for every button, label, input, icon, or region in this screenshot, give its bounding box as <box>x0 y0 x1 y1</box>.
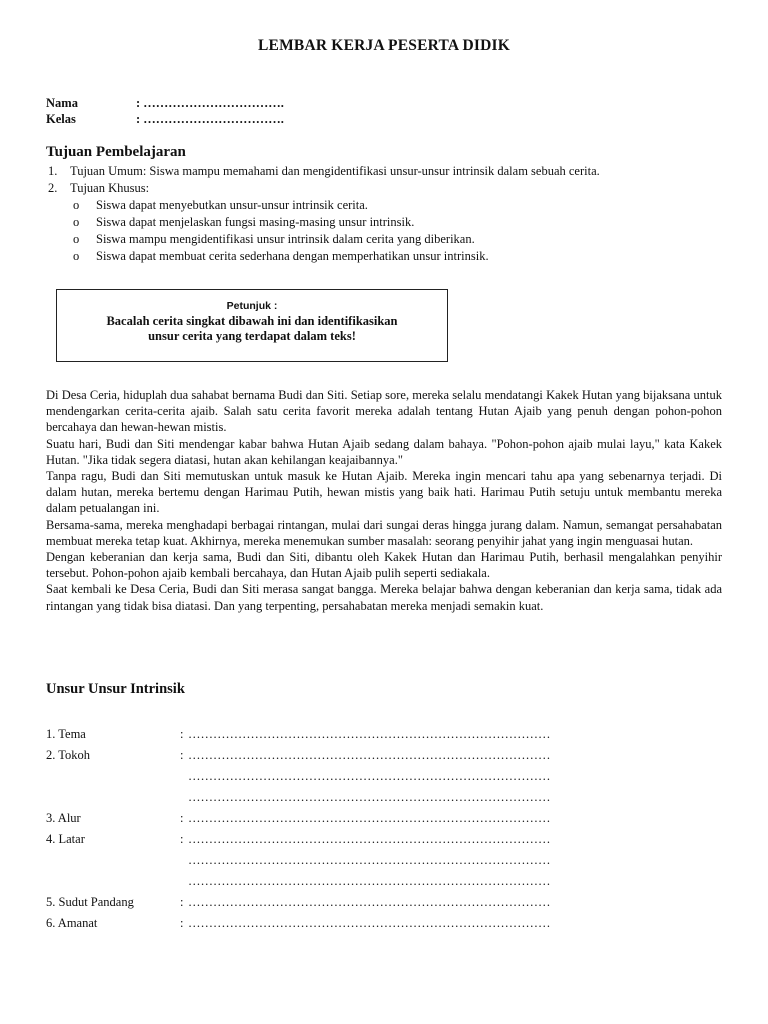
class-label: Kelas <box>46 112 76 126</box>
story-text <box>46 387 722 614</box>
worksheet-page: LEMBAR KERJA PESERTA DIDIK Nama : ……………………………. Kelas : ……………………………. Tujuan Pembelajaran 1. Tujuan Umum: Siswa mampu memahami dan mengidentifikasi unsur-unsur intrinsik dalam sebuah cerita. 2. Tujuan Khusus: o Siswa dapat menyebutkan unsur-unsur intrinsik cerita. o Siswa dapat menjelaskan fungsi masing-masing unsur intrinsik. o Siswa mampu mengidentifikasi unsur intrinsik dalam cerita yang diberikan. o Siswa dapat membuat cerita sederhana dengan memperhatikan unsur intrinsik. Petunjuk : Bacalah cerita singkat dibawah ini dan identifikasikan unsur cerita yang terdapat dalam teks! Di Desa Ceria, hiduplah dua sahabat bernama Budi dan Siti. Setiap sore, mereka selalu mendatangi Kakek Hutan yang bijaksana untuk mendengarkan cerita-cerita ajaib. Salah satu cerita favorit mereka adalah tentang Hutan Ajaib yang penuh dengan pohon-pohon bercahaya dan hewan-hewan mistis. Suatu hari, Budi dan Siti mendengar kabar bahwa Hutan Ajaib sedang dalam bahaya. "Pohon-pohon ajaib mulai layu," kata Kakek Hutan. "Jika tidak segera diatasi, hutan akan kehilangan keajaibannya." Tanpa ragu, Budi dan Siti memutuskan untuk masuk ke Hutan Ajaib. Mereka ingin mencari tahu apa yang sebenarnya terjadi. Di dalam hutan, mereka bertemu dengan Harimau Putih, hewan mistis yang baik hati. Harimau Putih setuju untuk membantu mereka dalam petualangan ini. Bersama-sama, mereka menghadapi berbagai rintangan, mulai dari sungai deras hingga jurang dalam. Namun, semangat persahabatan membuat mereka tetap kuat. Akhirnya, mereka menemukan sumber masalah: seorang penyihir jahat yang ingin menguasai hutan. Dengan keberanian dan kerja sama, Budi dan Siti, dibantu oleh Kakek Hutan dan Harimau Putih, berhasil mengalahkan penyihir tersebut. Pohon-pohon ajaib kembali bercahaya, dan Hutan Ajaib pulih seperti sediakala. Saat kembali ke Desa Ceria, Budi dan Siti merasa sangat bangga. Mereka belajar bahwa dengan keberanian dan kerja sama, tidak ada rintangan yang tidak bisa diatasi. Dan yang terpenting, persahabatan mereka menjadi semakin kuat. Unsur Unsur Intrinsik 1. Tema : …………………………………………………………………………… 2. Tokoh : …………………………………………………………………………… …………………………………………………………………………… …………………………………………………………………………… 3. Alur : …………………………………………………………………………… 4. Latar : …………………………………………………………………………… …………………………………………………………………………… …………………………………………………………………………… 5. Sudut Pandang : …………………………………………………………………………… 6. Amanat : …………………………………………………………………………… <box>0 0 768 1024</box>
story-paragraph: Dengan keberanian dan kerja sama, Budi dan Siti, dibantu oleh Kakek Hutan dan Harimau Putih, berhasil mengalahkan penyihir tersebut. Pohon-pohon ajaib kembali bercahaya, dan Hutan Ajaib pulih seperti sediakala. <box>46 550 722 581</box>
answer-line[interactable]: …………………………………………………………………………… <box>188 790 551 804</box>
story-paragraph: Suatu hari, Budi dan Siti mendengar kabar bahwa Hutan Ajaib sedang dalam bahaya. "Pohon-pohon ajaib mulai layu," kata Kakek Hutan. "Jika tidak segera diatasi, hutan akan kehilangan keajaibannya." <box>46 436 722 467</box>
answer-line[interactable]: …………………………………………………………………………… <box>188 748 551 762</box>
answer-line[interactable]: …………………………………………………………………………… <box>188 874 551 888</box>
name-label: Nama <box>46 96 78 110</box>
story-paragraph: Di Desa Ceria, hiduplah dua sahabat bernama Budi dan Siti. Setiap sore, mereka selalu mendatangi Kakek Hutan yang bijaksana untuk mendengarkan cerita-cerita ajaib. Salah satu cerita favorit mereka adalah tentang Hutan Ajaib yang penuh dengan pohon-pohon bercahaya dan hewan-hewan mistis. <box>46 388 722 435</box>
story-paragraph: Saat kembali ke Desa Ceria, Budi dan Siti merasa sangat bangga. Mereka belajar bahwa dengan keberanian dan kerja sama, tidak ada rintangan yang tidak bisa diatasi. Dan yang terpenting, persahabatan mereka menjadi semakin kuat. <box>46 582 722 613</box>
story-paragraph: Tanpa ragu, Budi dan Siti memutuskan untuk masuk ke Hutan Ajaib. Mereka ingin mencari tahu apa yang sebenarnya terjadi. Di dalam hutan, mereka bertemu dengan Harimau Putih, hewan mistis yang baik hati. Harimau Putih setuju untuk membantu mereka dalam petualangan ini. <box>46 469 722 516</box>
instruction-text: Bacalah cerita singkat dibawah ini dan identifikasikan unsur cerita yang terdapat dalam teks! <box>106 314 398 343</box>
objective-general: 1. Tujuan Umum: Siswa mampu memahami dan mengidentifikasi unsur-unsur intrinsik dalam sebuah cerita. <box>48 164 600 178</box>
answer-line[interactable]: …………………………………………………………………………… <box>188 811 551 825</box>
bullet-icon: o <box>73 198 80 212</box>
bullet-icon: o <box>73 249 80 263</box>
instruction-box <box>56 289 448 362</box>
list-item: o Siswa dapat menjelaskan fungsi masing-masing unsur intrinsik. <box>73 215 415 229</box>
objective-specific: 2. Tujuan Khusus: <box>48 181 150 195</box>
answer-line[interactable]: …………………………………………………………………………… <box>188 895 551 909</box>
page-title: LEMBAR KERJA PESERTA DIDIK <box>258 37 510 54</box>
list-item: o Siswa dapat membuat cerita sederhana dengan memperhatikan unsur intrinsik. <box>73 249 489 263</box>
name-field[interactable]: : ……………………………. <box>136 96 284 110</box>
bullet-icon: o <box>73 232 80 246</box>
answer-line[interactable]: …………………………………………………………………………… <box>188 832 551 846</box>
bullet-icon: o <box>73 215 80 229</box>
list-item: o Siswa mampu mengidentifikasi unsur intrinsik dalam cerita yang diberikan. <box>73 232 475 246</box>
objectives-list <box>46 163 746 265</box>
elements-heading: Unsur Unsur Intrinsik <box>46 681 185 697</box>
objectives-heading: Tujuan Pembelajaran <box>46 144 186 160</box>
answer-line[interactable]: …………………………………………………………………………… <box>188 769 551 783</box>
instruction-heading: Petunjuk : <box>226 300 278 312</box>
answer-line[interactable]: …………………………………………………………………………… <box>188 727 551 741</box>
list-item: o Siswa dapat menyebutkan unsur-unsur intrinsik cerita. <box>73 198 368 212</box>
answer-line[interactable]: …………………………………………………………………………… <box>188 853 551 867</box>
answer-line[interactable]: …………………………………………………………………………… <box>188 916 551 930</box>
class-field[interactable]: : ……………………………. <box>136 112 284 126</box>
story-paragraph: Bersama-sama, mereka menghadapi berbagai rintangan, mulai dari sungai deras hingga jurang dalam. Namun, semangat persahabatan membuat mereka tetap kuat. Akhirnya, mereka menemukan sumber masalah: seorang penyihir jahat yang ingin menguasai hutan. <box>46 517 722 548</box>
